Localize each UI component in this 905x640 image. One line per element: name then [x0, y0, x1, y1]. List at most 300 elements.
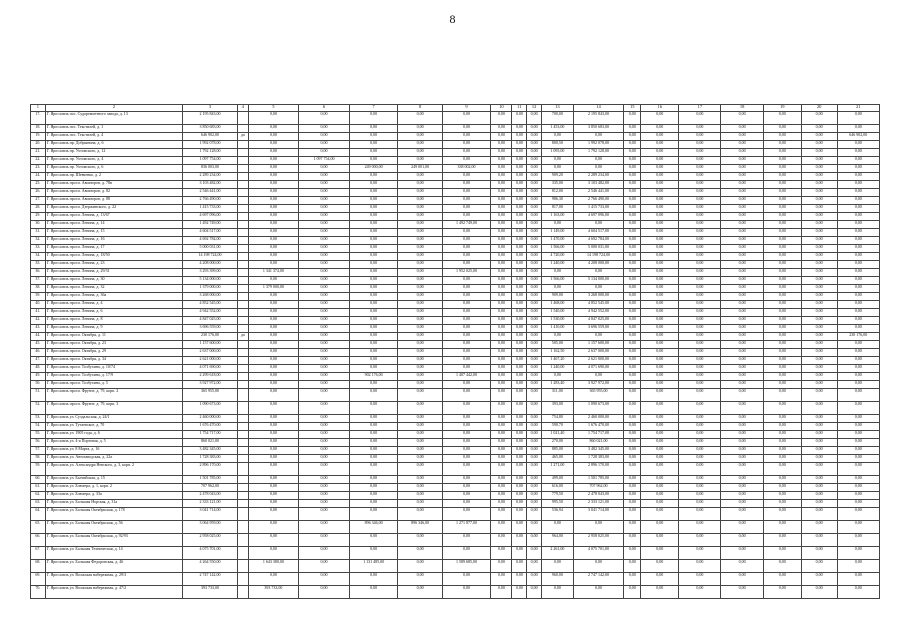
value-cell: 0,00: [512, 534, 527, 547]
value-cell: 0,00: [679, 277, 721, 285]
value-cell: 0,00: [837, 447, 879, 455]
value-cell: 616,00: [541, 484, 573, 492]
value-cell: 0,00: [624, 341, 641, 349]
value-cell: 0,00: [801, 285, 837, 293]
value-cell: 0,00: [491, 508, 512, 521]
value-cell: 0,00: [837, 508, 879, 521]
value-cell: 0,00: [299, 197, 350, 205]
value-cell: 0,00: [837, 492, 879, 500]
value-cell: 5 134 000,00: [183, 277, 238, 285]
value-cell: 0,00: [349, 317, 398, 325]
value-cell: 0,00: [442, 205, 491, 213]
address-cell: Г. Ярославль просп. Ленина, д. 8: [45, 317, 182, 325]
value-cell: 0,00: [491, 484, 512, 492]
value-cell: 1 163,00: [541, 213, 573, 221]
value-cell: 0,00: [801, 301, 837, 309]
value-cell: 0,00: [801, 521, 837, 534]
value-cell: 0,00: [512, 325, 527, 333]
value-cell: 2 195 843,00: [573, 112, 624, 125]
value-cell: 0,00: [512, 173, 527, 181]
value-cell: 0,00: [801, 277, 837, 285]
value-cell: 1 754 717,00: [573, 431, 624, 439]
value-cell: [237, 149, 248, 157]
value-cell: 0,00: [398, 309, 442, 317]
value-cell: 393,00: [541, 402, 573, 415]
value-cell: 0,00: [248, 455, 299, 463]
value-cell: 0,00: [641, 285, 679, 293]
value-cell: 0,00: [624, 245, 641, 253]
value-cell: 0,00: [349, 357, 398, 365]
value-cell: 0,00: [491, 245, 512, 253]
value-cell: 0,00: [837, 484, 879, 492]
value-cell: 0,00: [721, 333, 763, 341]
value-cell: [237, 181, 248, 189]
value-cell: 0,00: [641, 586, 679, 599]
value-cell: 0,00: [442, 381, 491, 389]
value-cell: 0,00: [299, 586, 350, 599]
column-header: 13: [541, 105, 573, 112]
value-cell: 0,00: [512, 439, 527, 447]
column-header: 2: [45, 105, 182, 112]
value-cell: 0,00: [491, 521, 512, 534]
value-cell: 0,00: [349, 133, 398, 141]
value-cell: 0,00: [641, 261, 679, 269]
value-cell: 0,00: [491, 181, 512, 189]
value-cell: 0,00: [541, 521, 573, 534]
value-cell: 0,00: [349, 149, 398, 157]
value-cell: 0,00: [491, 560, 512, 573]
value-cell: 0,00: [679, 309, 721, 317]
value-cell: 0,00: [398, 492, 442, 500]
value-cell: 0,00: [801, 325, 837, 333]
value-cell: 0,00: [398, 253, 442, 261]
value-cell: 0,00: [491, 586, 512, 599]
value-cell: 4 208 000,00: [183, 261, 238, 269]
row-number-cell: 48.: [31, 365, 46, 373]
value-cell: 0,00: [624, 447, 641, 455]
value-cell: 0,00: [299, 181, 350, 189]
address-cell: Г. Ярославль ул. Волжская набережная, д. 29/3: [45, 573, 182, 586]
value-cell: [237, 245, 248, 253]
table-row: [31, 133, 880, 141]
value-cell: 0,00: [801, 534, 837, 547]
value-cell: 0,00: [512, 415, 527, 423]
value-cell: 0,00: [801, 189, 837, 197]
value-cell: 0,00: [527, 253, 542, 261]
value-cell: 0,00: [248, 213, 299, 221]
address-cell: Г. Ярославль просп. Ленина, д. 32: [45, 285, 182, 293]
table-header-row: [31, 105, 880, 112]
value-cell: 1 157 600,00: [183, 341, 238, 349]
value-cell: 0,00: [442, 341, 491, 349]
value-cell: 0,00: [299, 463, 350, 476]
table-row: [31, 357, 880, 365]
value-cell: 0,00: [641, 534, 679, 547]
value-cell: 0,00: [763, 133, 801, 141]
value-cell: 0,00: [721, 205, 763, 213]
value-cell: 0,00: [299, 365, 350, 373]
value-cell: 0,00: [512, 463, 527, 476]
column-header: 8: [398, 105, 442, 112]
value-cell: 0,00: [837, 423, 879, 431]
row-number-cell: 25.: [31, 181, 46, 189]
address-cell: Г. Ярославль пос. Текстилей, д. 1: [45, 125, 182, 133]
value-cell: [237, 112, 248, 125]
value-cell: 0,00: [512, 373, 527, 381]
value-cell: 0,00: [624, 301, 641, 309]
value-cell: 4 071 690,00: [573, 365, 624, 373]
table-row: [31, 157, 880, 165]
value-cell: 0,00: [349, 476, 398, 484]
value-cell: 1 157 600,00: [573, 341, 624, 349]
value-cell: 0,00: [299, 455, 350, 463]
value-cell: 0,00: [512, 508, 527, 521]
value-cell: 0,00: [679, 439, 721, 447]
value-cell: 3 103 482,00: [183, 181, 238, 189]
value-cell: 0,00: [573, 269, 624, 277]
value-cell: 0,00: [442, 447, 491, 455]
value-cell: 0,00: [349, 484, 398, 492]
value-cell: [237, 317, 248, 325]
value-cell: 0,00: [624, 586, 641, 599]
value-cell: 0,00: [398, 261, 442, 269]
value-cell: 0,00: [801, 431, 837, 439]
value-cell: 0,00: [442, 402, 491, 415]
value-cell: [237, 229, 248, 237]
value-cell: 0,00: [624, 253, 641, 261]
value-cell: 1 540,00: [541, 309, 573, 317]
value-cell: 0,00: [641, 476, 679, 484]
value-cell: 779,50: [541, 492, 573, 500]
value-cell: 0,00: [541, 165, 573, 173]
value-cell: 0,00: [763, 365, 801, 373]
value-cell: 836 003,00: [183, 165, 238, 173]
value-cell: 0,00: [624, 205, 641, 213]
value-cell: 0,00: [491, 500, 512, 508]
row-number-cell: 56.: [31, 439, 46, 447]
value-cell: 0,00: [763, 285, 801, 293]
value-cell: 0,00: [837, 277, 879, 285]
value-cell: 0,00: [527, 341, 542, 349]
value-cell: 812,00: [541, 189, 573, 197]
value-cell: 0,00: [763, 309, 801, 317]
table-row: [31, 365, 880, 373]
value-cell: 0,00: [512, 125, 527, 133]
value-cell: 0,00: [248, 157, 299, 165]
value-cell: 0,00: [801, 484, 837, 492]
value-cell: 0,00: [763, 447, 801, 455]
value-cell: 4 604 517,00: [573, 229, 624, 237]
value-cell: 2 766 490,00: [183, 197, 238, 205]
value-cell: 0,00: [801, 463, 837, 476]
value-cell: 0,00: [801, 402, 837, 415]
value-cell: 0,00: [349, 181, 398, 189]
value-cell: 0,00: [679, 547, 721, 560]
value-cell: 0,00: [763, 492, 801, 500]
value-cell: 0,00: [801, 439, 837, 447]
column-header: 6: [299, 105, 350, 112]
value-cell: 0,00: [679, 197, 721, 205]
value-cell: 0,00: [763, 165, 801, 173]
value-cell: 0,00: [527, 560, 542, 573]
value-cell: 1 407 442,00: [442, 373, 491, 381]
value-cell: 0,00: [721, 301, 763, 309]
value-cell: 0,00: [837, 293, 879, 301]
value-cell: 0,00: [512, 341, 527, 349]
value-cell: 0,00: [641, 389, 679, 402]
value-cell: 0,00: [299, 534, 350, 547]
value-cell: 0,00: [398, 423, 442, 431]
table-row: [31, 301, 880, 309]
value-cell: 0,00: [349, 447, 398, 455]
value-cell: 0,00: [837, 245, 879, 253]
value-cell: 646 902,00: [183, 133, 238, 141]
value-cell: 0,00: [763, 357, 801, 365]
value-cell: 0,00: [641, 325, 679, 333]
value-cell: 0,00: [299, 521, 350, 534]
value-cell: 0,00: [763, 229, 801, 237]
value-cell: 0,00: [299, 431, 350, 439]
value-cell: 0,00: [491, 439, 512, 447]
value-cell: 0,00: [491, 285, 512, 293]
value-cell: 3 293 399,00: [183, 269, 238, 277]
value-cell: 0,00: [837, 402, 879, 415]
value-cell: 0,00: [527, 141, 542, 149]
value-cell: 0,00: [801, 389, 837, 402]
value-cell: 2 958 025,00: [183, 534, 238, 547]
value-cell: 0,00: [299, 389, 350, 402]
value-cell: 0,00: [442, 349, 491, 357]
table-row: [31, 500, 880, 508]
value-cell: 0,00: [837, 237, 879, 245]
value-cell: 0,00: [641, 415, 679, 423]
value-cell: 0,00: [837, 157, 879, 165]
value-cell: 0,00: [721, 341, 763, 349]
value-cell: 2 289 234,00: [183, 173, 238, 181]
value-cell: 0,00: [442, 112, 491, 125]
value-cell: 0,00: [541, 333, 573, 341]
value-cell: 0,00: [721, 277, 763, 285]
value-cell: 0,00: [541, 373, 573, 381]
value-cell: 0,00: [837, 521, 879, 534]
table-row: [31, 253, 880, 261]
column-header: 12: [527, 105, 542, 112]
value-cell: 885,00: [541, 447, 573, 455]
value-cell: 0,00: [491, 189, 512, 197]
value-cell: 3 927 972,00: [183, 381, 238, 389]
value-cell: 0,00: [641, 149, 679, 157]
value-cell: 1 676 470,00: [183, 423, 238, 431]
value-cell: 0,00: [837, 349, 879, 357]
value-cell: 1 021,40: [541, 431, 573, 439]
table-row: [31, 269, 880, 277]
value-cell: 0,00: [624, 133, 641, 141]
value-cell: 0,00: [527, 439, 542, 447]
value-cell: 1 415 733,00: [183, 205, 238, 213]
value-cell: 0,00: [512, 301, 527, 309]
address-cell: Г. Ярославль ул. Блюхера, д. 1, корп. 2: [45, 484, 182, 492]
value-cell: 0,00: [541, 586, 573, 599]
table-row: [31, 181, 880, 189]
value-cell: 0,00: [349, 229, 398, 237]
value-cell: 0,00: [763, 189, 801, 197]
value-cell: 0,00: [763, 237, 801, 245]
value-cell: 0,00: [349, 534, 398, 547]
value-cell: 0,00: [491, 476, 512, 484]
value-cell: 0,00: [491, 173, 512, 181]
value-cell: 0,00: [679, 293, 721, 301]
value-cell: 0,00: [491, 415, 512, 423]
value-cell: [237, 157, 248, 165]
value-cell: 0,00: [721, 357, 763, 365]
value-cell: 0,00: [721, 157, 763, 165]
value-cell: 0,00: [442, 261, 491, 269]
value-cell: 0,00: [527, 245, 542, 253]
value-cell: 0,00: [641, 357, 679, 365]
value-cell: 0,00: [442, 415, 491, 423]
value-cell: 0,00: [721, 402, 763, 415]
value-cell: [237, 521, 248, 534]
column-header: 1: [31, 105, 46, 112]
value-cell: [237, 389, 248, 402]
value-cell: 0,00: [641, 431, 679, 439]
value-cell: 0,00: [763, 205, 801, 213]
address-cell: Г. Ярославль просп. Ленина, д. 14: [45, 221, 182, 229]
value-cell: 0,00: [491, 221, 512, 229]
value-cell: 0,00: [299, 373, 350, 381]
value-cell: 0,00: [248, 317, 299, 325]
value-cell: 0,00: [641, 381, 679, 389]
column-header: 9: [442, 105, 491, 112]
table-row: [31, 373, 880, 381]
value-cell: 0,00: [527, 484, 542, 492]
value-cell: 0,00: [349, 285, 398, 293]
value-cell: 0,00: [442, 125, 491, 133]
value-cell: 0,00: [442, 245, 491, 253]
value-cell: 0,00: [624, 423, 641, 431]
value-cell: 1 992 078,00: [183, 141, 238, 149]
table-row: [31, 455, 880, 463]
value-cell: 0,00: [248, 521, 299, 534]
value-cell: 0,00: [248, 245, 299, 253]
value-cell: 0,00: [398, 484, 442, 492]
value-cell: 0,00: [679, 165, 721, 173]
value-cell: 0,00: [641, 402, 679, 415]
value-cell: 0,00: [679, 157, 721, 165]
value-cell: 0,00: [624, 285, 641, 293]
value-cell: 0,00: [721, 500, 763, 508]
row-number-cell: 31.: [31, 229, 46, 237]
value-cell: 2 333 121,00: [573, 500, 624, 508]
value-cell: 0,00: [512, 423, 527, 431]
value-cell: 0,00: [398, 285, 442, 293]
value-cell: 0,00: [491, 365, 512, 373]
value-cell: 0,00: [837, 149, 879, 157]
value-cell: 0,00: [837, 586, 879, 599]
row-number-cell: 68.: [31, 560, 46, 573]
value-cell: 2 333 121,00: [183, 500, 238, 508]
value-cell: 0,00: [491, 237, 512, 245]
table-row: [31, 476, 880, 484]
address-cell: Г. Ярославль ул. Волжская набережная, д. 47/2: [45, 586, 182, 599]
value-cell: 0,00: [442, 141, 491, 149]
value-cell: 0,00: [248, 357, 299, 365]
value-cell: 0,00: [527, 547, 542, 560]
value-cell: 1 240,00: [541, 261, 573, 269]
value-cell: 0,00: [624, 325, 641, 333]
value-cell: 0,00: [763, 521, 801, 534]
value-cell: 230 176,00: [837, 333, 879, 341]
table-row: [31, 484, 880, 492]
value-cell: 0,00: [512, 197, 527, 205]
value-cell: 0,00: [641, 365, 679, 373]
value-cell: 0,00: [398, 534, 442, 547]
value-cell: 0,00: [763, 349, 801, 357]
value-cell: 0,00: [641, 181, 679, 189]
value-cell: 0,00: [573, 333, 624, 341]
value-cell: 0,00: [641, 447, 679, 455]
row-number-cell: 27.: [31, 197, 46, 205]
value-cell: 0,00: [721, 455, 763, 463]
value-cell: 0,00: [442, 476, 491, 484]
value-cell: 0,00: [491, 447, 512, 455]
value-cell: 0,00: [512, 277, 527, 285]
value-cell: 0,00: [837, 560, 879, 573]
value-cell: 0,00: [398, 573, 442, 586]
value-cell: 1 992 078,00: [573, 141, 624, 149]
value-cell: 2 546 441,00: [183, 189, 238, 197]
value-cell: 1 501 785,00: [573, 476, 624, 484]
value-cell: 1 415 733,00: [573, 205, 624, 213]
value-cell: 2 478 043,00: [573, 492, 624, 500]
value-cell: [237, 423, 248, 431]
value-cell: 0,00: [679, 141, 721, 149]
value-cell: 4 075 701,00: [183, 547, 238, 560]
value-cell: 4 208 000,00: [573, 261, 624, 269]
table-row: [31, 293, 880, 301]
value-cell: 0,00: [624, 237, 641, 245]
value-cell: да: [237, 133, 248, 141]
value-cell: 0,00: [624, 484, 641, 492]
value-cell: 0,00: [721, 373, 763, 381]
value-cell: 0,00: [641, 492, 679, 500]
column-header: 19: [763, 105, 801, 112]
value-cell: 0,00: [624, 547, 641, 560]
value-cell: 0,00: [721, 325, 763, 333]
value-cell: [237, 269, 248, 277]
table-row: [31, 389, 880, 402]
value-cell: 0,00: [491, 261, 512, 269]
value-cell: 0,00: [763, 157, 801, 165]
address-cell: Г. Ярославль просп. Фрунзе, д. 79, корп. 2: [45, 389, 182, 402]
value-cell: 0,00: [679, 521, 721, 534]
address-cell: Г. Ярославль просп. Толбухина, д. 5: [45, 381, 182, 389]
value-cell: 0,00: [527, 237, 542, 245]
value-cell: 0,00: [299, 381, 350, 389]
value-cell: 0,00: [491, 357, 512, 365]
table-row: [31, 245, 880, 253]
value-cell: 0,00: [641, 253, 679, 261]
table-row: [31, 439, 880, 447]
value-cell: 0,00: [763, 333, 801, 341]
value-cell: 1 467,20: [541, 357, 573, 365]
value-cell: 338 002,00: [442, 165, 491, 173]
address-cell: Г. Ярославль ул. 1905 года, д. 6: [45, 431, 182, 439]
table-row: [31, 317, 880, 325]
value-cell: 0,00: [442, 301, 491, 309]
value-cell: 0,00: [837, 341, 879, 349]
value-cell: 0,00: [442, 197, 491, 205]
